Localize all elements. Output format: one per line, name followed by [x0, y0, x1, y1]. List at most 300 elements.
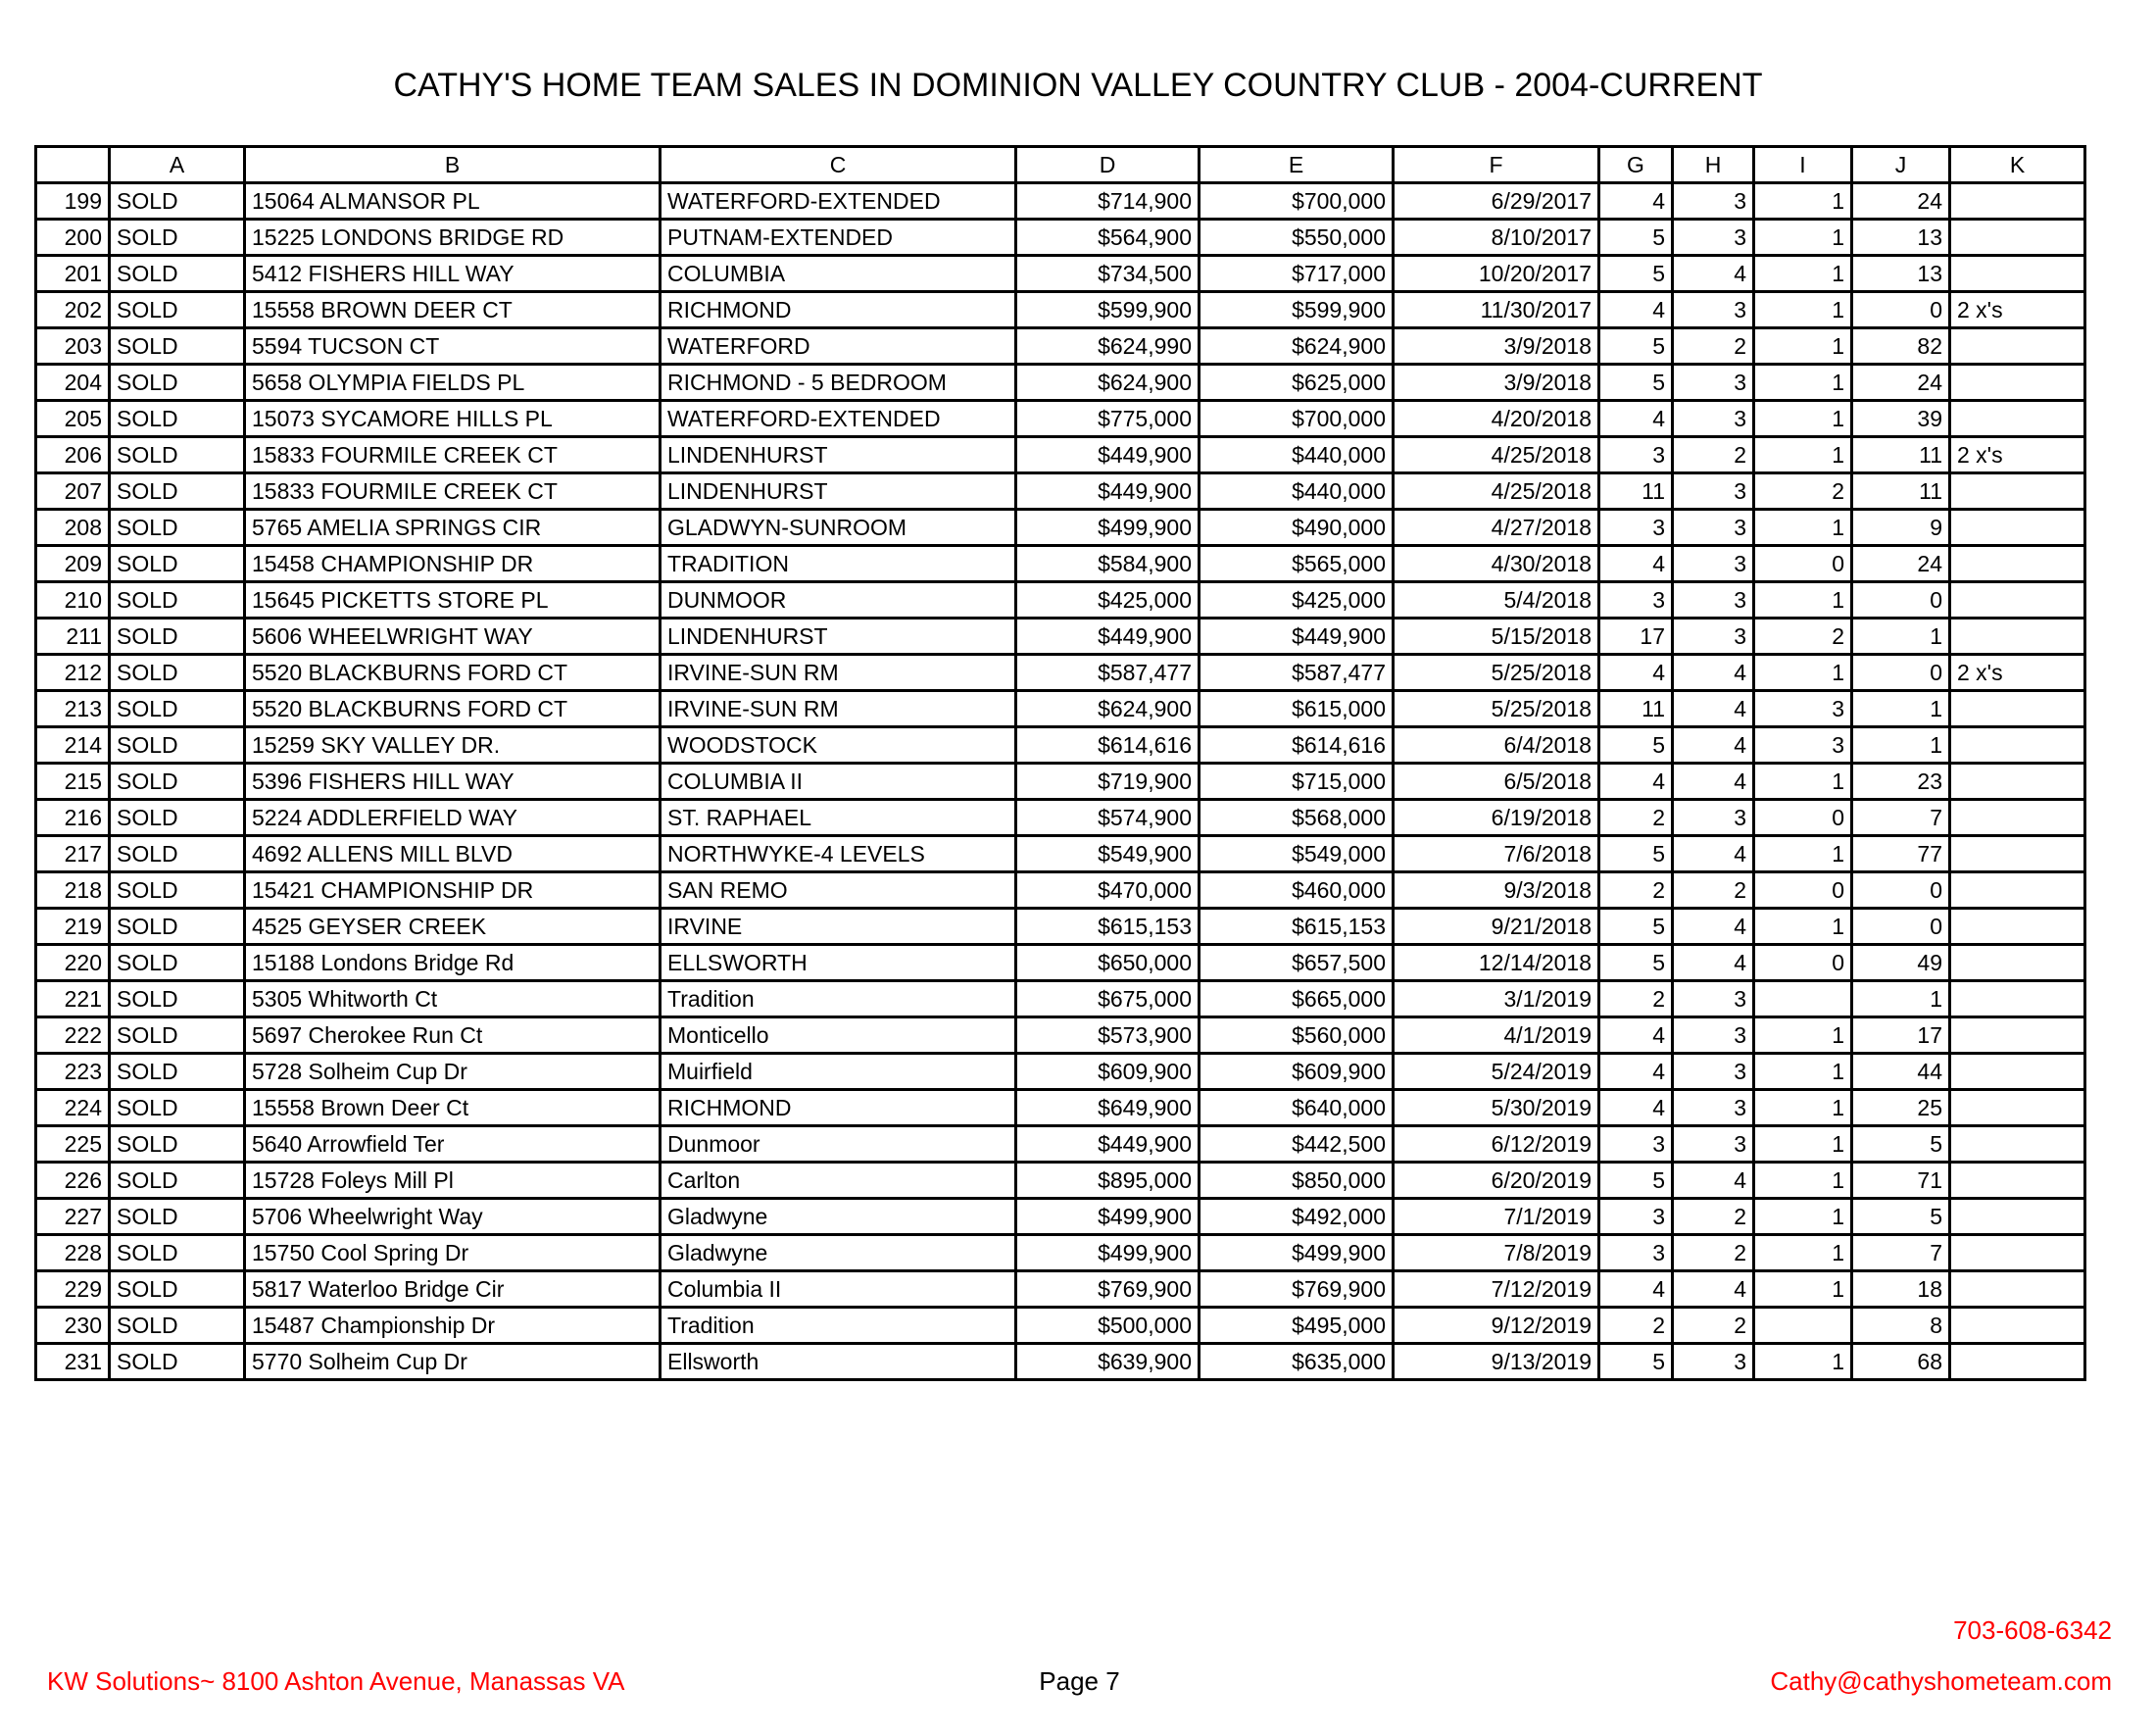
table-row: [36, 1271, 2085, 1308]
cell-col-g: 4: [1599, 1054, 1673, 1090]
cell-model: LINDENHURST: [661, 437, 1016, 473]
cell-col-j: 0: [1852, 582, 1950, 619]
cell-address: 15750 Cool Spring Dr: [245, 1235, 661, 1271]
cell-col-h: 2: [1673, 437, 1754, 473]
cell-col-k: [1950, 1199, 2085, 1235]
table-row: [36, 473, 2085, 510]
cell-col-k: [1950, 945, 2085, 981]
cell-col-g: 5: [1599, 727, 1673, 764]
cell-sold-date: 4/1/2019: [1394, 1017, 1599, 1054]
cell-col-h: 3: [1673, 1017, 1754, 1054]
cell-status: SOLD: [110, 401, 245, 437]
cell-list-price: $769,900: [1016, 1271, 1200, 1308]
cell-address: 5305 Whitworth Ct: [245, 981, 661, 1017]
row-number: 209: [36, 546, 110, 582]
cell-sold-price: $850,000: [1200, 1163, 1394, 1199]
cell-sold-price: $615,000: [1200, 691, 1394, 727]
cell-col-j: 1: [1852, 619, 1950, 655]
cell-sold-price: $640,000: [1200, 1090, 1394, 1126]
cell-address: 15421 CHAMPIONSHIP DR: [245, 872, 661, 909]
cell-list-price: $500,000: [1016, 1308, 1200, 1344]
cell-status: SOLD: [110, 1017, 245, 1054]
cell-col-i: 1: [1754, 909, 1852, 945]
cell-col-j: 5: [1852, 1126, 1950, 1163]
cell-model: Ellsworth: [661, 1344, 1016, 1380]
cell-sold-date: 7/12/2019: [1394, 1271, 1599, 1308]
cell-col-k: [1950, 1090, 2085, 1126]
cell-col-k: [1950, 365, 2085, 401]
cell-col-i: 1: [1754, 836, 1852, 872]
cell-col-k: [1950, 1017, 2085, 1054]
cell-col-i: 0: [1754, 546, 1852, 582]
cell-list-price: $549,900: [1016, 836, 1200, 872]
cell-sold-date: 4/25/2018: [1394, 473, 1599, 510]
cell-sold-date: 7/8/2019: [1394, 1235, 1599, 1271]
cell-col-h: 3: [1673, 183, 1754, 220]
cell-col-h: 4: [1673, 1271, 1754, 1308]
cell-sold-date: 5/25/2018: [1394, 655, 1599, 691]
row-number: 224: [36, 1090, 110, 1126]
cell-col-j: 13: [1852, 220, 1950, 256]
table-row: [36, 727, 2085, 764]
cell-col-g: 4: [1599, 764, 1673, 800]
footer-company-address: KW Solutions~ 8100 Ashton Avenue, Manassas VA: [47, 1666, 625, 1696]
cell-address: 5224 ADDLERFIELD WAY: [245, 800, 661, 836]
cell-sold-date: 8/10/2017: [1394, 220, 1599, 256]
cell-sold-date: 6/20/2019: [1394, 1163, 1599, 1199]
cell-col-g: 3: [1599, 1199, 1673, 1235]
cell-col-j: 5: [1852, 1199, 1950, 1235]
cell-status: SOLD: [110, 619, 245, 655]
cell-col-k: 2 x's: [1950, 655, 2085, 691]
footer-phone: 703-608-6342: [1953, 1615, 2112, 1645]
cell-col-j: 11: [1852, 437, 1950, 473]
cell-model: Carlton: [661, 1163, 1016, 1199]
cell-col-i: [1754, 981, 1852, 1017]
table-row: [36, 1235, 2085, 1271]
table-row: [36, 1126, 2085, 1163]
cell-col-k: [1950, 1344, 2085, 1380]
column-header-c: C: [661, 147, 1016, 183]
cell-col-j: 49: [1852, 945, 1950, 981]
cell-col-j: 8: [1852, 1308, 1950, 1344]
table-row: [36, 365, 2085, 401]
cell-list-price: $614,616: [1016, 727, 1200, 764]
cell-col-j: 24: [1852, 183, 1950, 220]
cell-model: SAN REMO: [661, 872, 1016, 909]
cell-col-k: [1950, 764, 2085, 800]
cell-model: IRVINE: [661, 909, 1016, 945]
cell-col-i: 1: [1754, 1017, 1852, 1054]
table-row: [36, 1344, 2085, 1380]
cell-sold-date: 5/24/2019: [1394, 1054, 1599, 1090]
cell-col-i: 2: [1754, 473, 1852, 510]
cell-col-i: 1: [1754, 764, 1852, 800]
cell-status: SOLD: [110, 582, 245, 619]
table-row: [36, 1199, 2085, 1235]
row-number: 231: [36, 1344, 110, 1380]
cell-sold-price: $615,153: [1200, 909, 1394, 945]
table-row: [36, 1090, 2085, 1126]
cell-col-k: [1950, 220, 2085, 256]
cell-col-g: 2: [1599, 800, 1673, 836]
cell-address: 15064 ALMANSOR PL: [245, 183, 661, 220]
cell-col-g: 2: [1599, 981, 1673, 1017]
cell-col-i: 0: [1754, 872, 1852, 909]
cell-col-h: 3: [1673, 510, 1754, 546]
cell-list-price: $895,000: [1016, 1163, 1200, 1199]
cell-status: SOLD: [110, 1344, 245, 1380]
cell-col-i: [1754, 1308, 1852, 1344]
cell-address: 5594 TUCSON CT: [245, 328, 661, 365]
cell-model: RICHMOND - 5 BEDROOM: [661, 365, 1016, 401]
column-header-i: I: [1754, 147, 1852, 183]
cell-sold-price: $440,000: [1200, 437, 1394, 473]
cell-col-h: 4: [1673, 655, 1754, 691]
cell-col-i: 0: [1754, 800, 1852, 836]
cell-col-j: 39: [1852, 401, 1950, 437]
cell-status: SOLD: [110, 1163, 245, 1199]
column-header-a: A: [110, 147, 245, 183]
cell-address: 15645 PICKETTS STORE PL: [245, 582, 661, 619]
table-row: [36, 945, 2085, 981]
cell-col-h: 3: [1673, 981, 1754, 1017]
table-row: [36, 437, 2085, 473]
cell-address: 5728 Solheim Cup Dr: [245, 1054, 661, 1090]
cell-col-i: 1: [1754, 655, 1852, 691]
cell-sold-date: 6/29/2017: [1394, 183, 1599, 220]
cell-address: 5770 Solheim Cup Dr: [245, 1344, 661, 1380]
cell-col-k: [1950, 546, 2085, 582]
cell-sold-price: $449,900: [1200, 619, 1394, 655]
cell-address: 5520 BLACKBURNS FORD CT: [245, 655, 661, 691]
column-header-k: K: [1950, 147, 2085, 183]
row-number: 217: [36, 836, 110, 872]
cell-col-g: 2: [1599, 872, 1673, 909]
cell-col-h: 4: [1673, 1163, 1754, 1199]
column-header-e: E: [1200, 147, 1394, 183]
cell-address: 5520 BLACKBURNS FORD CT: [245, 691, 661, 727]
cell-address: 15487 Championship Dr: [245, 1308, 661, 1344]
cell-model: TRADITION: [661, 546, 1016, 582]
page-title: CATHY'S HOME TEAM SALES IN DOMINION VALLEY COUNTRY CLUB - 2004-CURRENT: [393, 67, 1763, 104]
cell-col-i: 1: [1754, 1271, 1852, 1308]
cell-model: Muirfield: [661, 1054, 1016, 1090]
cell-col-k: [1950, 1163, 2085, 1199]
cell-list-price: $624,900: [1016, 691, 1200, 727]
cell-col-g: 4: [1599, 655, 1673, 691]
cell-col-i: 1: [1754, 401, 1852, 437]
cell-list-price: $719,900: [1016, 764, 1200, 800]
cell-col-g: 4: [1599, 401, 1673, 437]
cell-sold-price: $769,900: [1200, 1271, 1394, 1308]
row-number: 216: [36, 800, 110, 836]
cell-col-j: 24: [1852, 546, 1950, 582]
cell-col-k: [1950, 1235, 2085, 1271]
cell-sold-date: 3/1/2019: [1394, 981, 1599, 1017]
cell-col-j: 0: [1852, 872, 1950, 909]
cell-status: SOLD: [110, 365, 245, 401]
cell-sold-date: 4/27/2018: [1394, 510, 1599, 546]
cell-list-price: $775,000: [1016, 401, 1200, 437]
cell-col-g: 3: [1599, 582, 1673, 619]
cell-col-i: 1: [1754, 365, 1852, 401]
row-number: 208: [36, 510, 110, 546]
cell-list-price: $584,900: [1016, 546, 1200, 582]
cell-sold-price: $624,900: [1200, 328, 1394, 365]
cell-sold-price: $560,000: [1200, 1017, 1394, 1054]
row-number: 214: [36, 727, 110, 764]
cell-model: LINDENHURST: [661, 619, 1016, 655]
cell-sold-date: 3/9/2018: [1394, 365, 1599, 401]
cell-model: WOODSTOCK: [661, 727, 1016, 764]
cell-model: Monticello: [661, 1017, 1016, 1054]
cell-status: SOLD: [110, 764, 245, 800]
cell-col-g: 5: [1599, 1163, 1673, 1199]
cell-sold-price: $565,000: [1200, 546, 1394, 582]
cell-status: SOLD: [110, 655, 245, 691]
cell-col-k: [1950, 872, 2085, 909]
cell-address: 5658 OLYMPIA FIELDS PL: [245, 365, 661, 401]
table-row: [36, 183, 2085, 220]
cell-col-h: 3: [1673, 582, 1754, 619]
cell-sold-price: $550,000: [1200, 220, 1394, 256]
table-row: [36, 292, 2085, 328]
footer: [47, 1666, 2112, 1697]
table-row: [36, 800, 2085, 836]
cell-address: 4525 GEYSER CREEK: [245, 909, 661, 945]
cell-col-j: 1: [1852, 691, 1950, 727]
cell-list-price: $449,900: [1016, 619, 1200, 655]
table-row: [36, 256, 2085, 292]
printed-spreadsheet-page: [0, 67, 2156, 1696]
cell-col-j: 25: [1852, 1090, 1950, 1126]
cell-list-price: $449,900: [1016, 473, 1200, 510]
row-number: 203: [36, 328, 110, 365]
cell-col-j: 7: [1852, 800, 1950, 836]
cell-list-price: $449,900: [1016, 1126, 1200, 1163]
cell-col-h: 3: [1673, 1344, 1754, 1380]
cell-list-price: $499,900: [1016, 510, 1200, 546]
cell-col-j: 44: [1852, 1054, 1950, 1090]
cell-model: GLADWYN-SUNROOM: [661, 510, 1016, 546]
table-row: [36, 1054, 2085, 1090]
cell-col-h: 3: [1673, 365, 1754, 401]
cell-col-g: 2: [1599, 1308, 1673, 1344]
cell-col-g: 5: [1599, 945, 1673, 981]
cell-sold-date: 4/25/2018: [1394, 437, 1599, 473]
cell-col-i: 1: [1754, 220, 1852, 256]
cell-col-i: 1: [1754, 1054, 1852, 1090]
row-number: 226: [36, 1163, 110, 1199]
cell-col-i: 1: [1754, 437, 1852, 473]
cell-col-g: 11: [1599, 473, 1673, 510]
cell-col-h: 3: [1673, 1126, 1754, 1163]
cell-col-i: 1: [1754, 292, 1852, 328]
cell-col-j: 0: [1852, 909, 1950, 945]
cell-sold-price: $715,000: [1200, 764, 1394, 800]
cell-sold-price: $625,000: [1200, 365, 1394, 401]
cell-sold-date: 12/14/2018: [1394, 945, 1599, 981]
cell-address: 5606 WHEELWRIGHT WAY: [245, 619, 661, 655]
cell-sold-price: $568,000: [1200, 800, 1394, 836]
cell-model: COLUMBIA: [661, 256, 1016, 292]
column-header-f: F: [1394, 147, 1599, 183]
cell-col-g: 3: [1599, 1235, 1673, 1271]
cell-col-i: 1: [1754, 256, 1852, 292]
cell-model: Tradition: [661, 1308, 1016, 1344]
cell-sold-date: 5/30/2019: [1394, 1090, 1599, 1126]
cell-status: SOLD: [110, 691, 245, 727]
cell-col-k: [1950, 582, 2085, 619]
row-number: 219: [36, 909, 110, 945]
cell-address: 15188 Londons Bridge Rd: [245, 945, 661, 981]
cell-model: ST. RAPHAEL: [661, 800, 1016, 836]
cell-status: SOLD: [110, 292, 245, 328]
cell-status: SOLD: [110, 546, 245, 582]
footer-email: Cathy@cathyshometeam.com: [1770, 1666, 2112, 1696]
cell-sold-date: 3/9/2018: [1394, 328, 1599, 365]
cell-sold-price: $700,000: [1200, 401, 1394, 437]
cell-sold-date: 9/13/2019: [1394, 1344, 1599, 1380]
cell-model: WATERFORD-EXTENDED: [661, 183, 1016, 220]
cell-col-g: 4: [1599, 292, 1673, 328]
cell-col-k: [1950, 1126, 2085, 1163]
cell-col-j: 13: [1852, 256, 1950, 292]
cell-col-k: [1950, 836, 2085, 872]
cell-sold-date: 4/30/2018: [1394, 546, 1599, 582]
cell-address: 4692 ALLENS MILL BLVD: [245, 836, 661, 872]
cell-col-h: 2: [1673, 1235, 1754, 1271]
column-header-rownum: [36, 147, 110, 183]
cell-sold-price: $657,500: [1200, 945, 1394, 981]
cell-col-k: [1950, 1271, 2085, 1308]
cell-status: SOLD: [110, 256, 245, 292]
cell-sold-price: $635,000: [1200, 1344, 1394, 1380]
cell-col-k: [1950, 619, 2085, 655]
cell-col-h: 4: [1673, 764, 1754, 800]
table-row: [36, 401, 2085, 437]
cell-model: Gladwyne: [661, 1199, 1016, 1235]
cell-col-i: 1: [1754, 1235, 1852, 1271]
cell-col-k: [1950, 183, 2085, 220]
cell-list-price: $470,000: [1016, 872, 1200, 909]
cell-col-j: 23: [1852, 764, 1950, 800]
cell-list-price: $609,900: [1016, 1054, 1200, 1090]
cell-col-k: [1950, 727, 2085, 764]
cell-col-j: 18: [1852, 1271, 1950, 1308]
sales-table: [34, 145, 2086, 1381]
cell-col-g: 5: [1599, 256, 1673, 292]
cell-col-k: [1950, 981, 2085, 1017]
cell-col-h: 2: [1673, 1308, 1754, 1344]
row-number: 228: [36, 1235, 110, 1271]
row-number: 222: [36, 1017, 110, 1054]
cell-col-j: 77: [1852, 836, 1950, 872]
cell-col-g: 3: [1599, 510, 1673, 546]
cell-model: DUNMOOR: [661, 582, 1016, 619]
cell-col-k: [1950, 691, 2085, 727]
cell-col-h: 2: [1673, 328, 1754, 365]
cell-list-price: $425,000: [1016, 582, 1200, 619]
cell-col-h: 2: [1673, 1199, 1754, 1235]
cell-status: SOLD: [110, 1126, 245, 1163]
cell-address: 15458 CHAMPIONSHIP DR: [245, 546, 661, 582]
cell-col-i: 2: [1754, 619, 1852, 655]
table-row: [36, 220, 2085, 256]
cell-model: COLUMBIA II: [661, 764, 1016, 800]
cell-sold-date: 6/4/2018: [1394, 727, 1599, 764]
table-row: [36, 655, 2085, 691]
cell-model: Tradition: [661, 981, 1016, 1017]
row-number: 218: [36, 872, 110, 909]
cell-sold-price: $425,000: [1200, 582, 1394, 619]
cell-sold-date: 5/15/2018: [1394, 619, 1599, 655]
row-number: 213: [36, 691, 110, 727]
cell-col-k: [1950, 510, 2085, 546]
column-header-g: G: [1599, 147, 1673, 183]
cell-status: SOLD: [110, 727, 245, 764]
cell-sold-date: 10/20/2017: [1394, 256, 1599, 292]
cell-col-i: 1: [1754, 1163, 1852, 1199]
cell-sold-price: $460,000: [1200, 872, 1394, 909]
cell-col-h: 3: [1673, 546, 1754, 582]
cell-col-h: 4: [1673, 836, 1754, 872]
cell-address: 15558 Brown Deer Ct: [245, 1090, 661, 1126]
cell-col-k: 2 x's: [1950, 292, 2085, 328]
cell-sold-date: 7/1/2019: [1394, 1199, 1599, 1235]
cell-address: 5396 FISHERS HILL WAY: [245, 764, 661, 800]
cell-col-i: 0: [1754, 945, 1852, 981]
cell-address: 5412 FISHERS HILL WAY: [245, 256, 661, 292]
cell-col-g: 5: [1599, 909, 1673, 945]
cell-status: SOLD: [110, 510, 245, 546]
cell-address: 5697 Cherokee Run Ct: [245, 1017, 661, 1054]
cell-list-price: $564,900: [1016, 220, 1200, 256]
table-row: [36, 1308, 2085, 1344]
row-number: 207: [36, 473, 110, 510]
cell-list-price: $499,900: [1016, 1199, 1200, 1235]
cell-col-g: 4: [1599, 183, 1673, 220]
cell-sold-price: $609,900: [1200, 1054, 1394, 1090]
row-number: 205: [36, 401, 110, 437]
cell-col-g: 5: [1599, 1344, 1673, 1380]
row-number: 210: [36, 582, 110, 619]
row-number: 221: [36, 981, 110, 1017]
cell-sold-price: $665,000: [1200, 981, 1394, 1017]
cell-col-k: [1950, 328, 2085, 365]
cell-sold-price: $440,000: [1200, 473, 1394, 510]
cell-list-price: $675,000: [1016, 981, 1200, 1017]
table-row: [36, 1163, 2085, 1199]
table-row: [36, 764, 2085, 800]
cell-col-g: 4: [1599, 1017, 1673, 1054]
cell-status: SOLD: [110, 473, 245, 510]
cell-col-k: 2 x's: [1950, 437, 2085, 473]
cell-sold-date: 6/12/2019: [1394, 1126, 1599, 1163]
table-row: [36, 1017, 2085, 1054]
cell-col-g: 3: [1599, 1126, 1673, 1163]
cell-col-g: 5: [1599, 220, 1673, 256]
cell-address: 15558 BROWN DEER CT: [245, 292, 661, 328]
cell-col-i: 3: [1754, 691, 1852, 727]
cell-col-j: 24: [1852, 365, 1950, 401]
cell-sold-date: 9/3/2018: [1394, 872, 1599, 909]
cell-col-g: 4: [1599, 1090, 1673, 1126]
cell-col-j: 7: [1852, 1235, 1950, 1271]
cell-col-j: 1: [1852, 727, 1950, 764]
cell-sold-date: 5/4/2018: [1394, 582, 1599, 619]
